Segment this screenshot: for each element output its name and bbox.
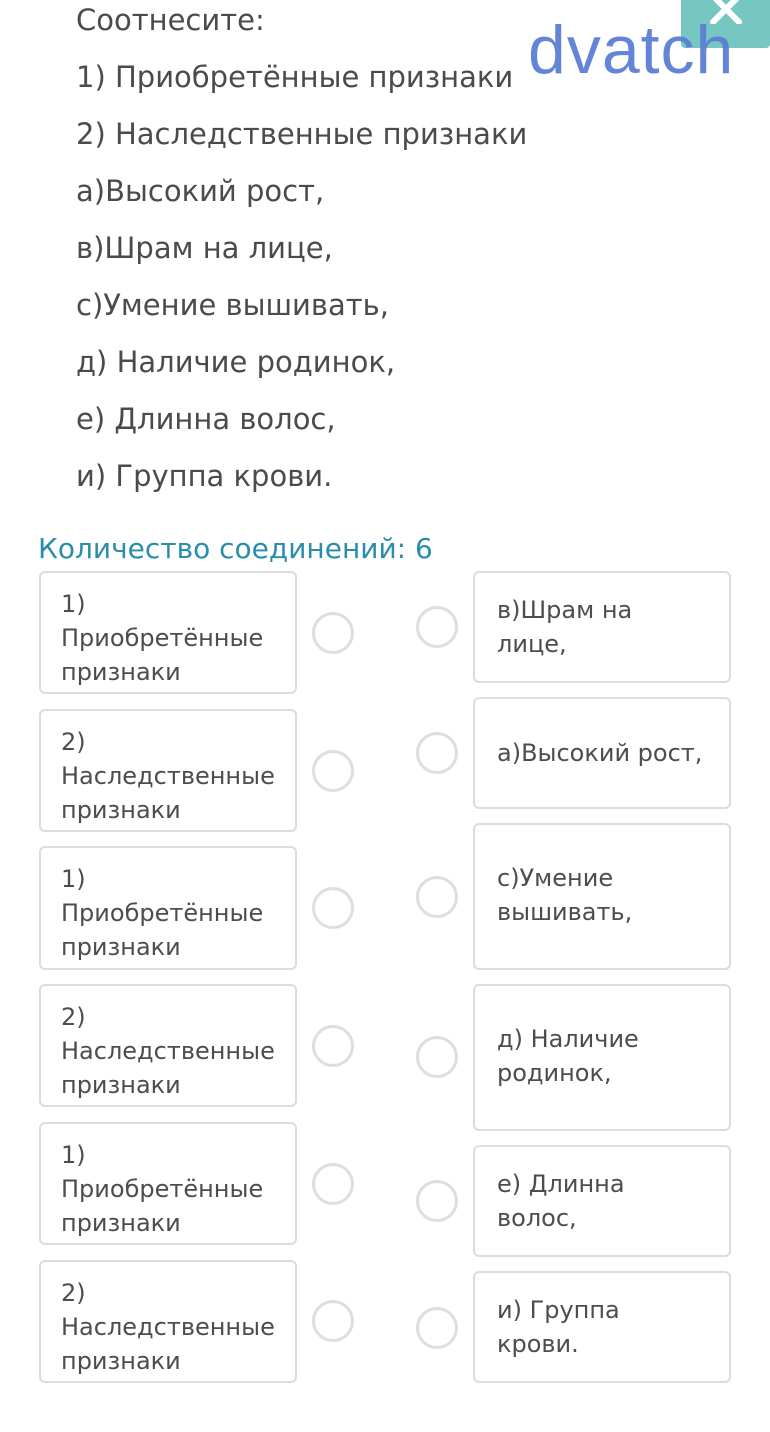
right-item-text: а)Высокий рост, xyxy=(497,739,703,767)
left-item[interactable] xyxy=(39,709,297,832)
right-item-text: вышивать, xyxy=(497,898,633,926)
question-line: 2) Наследственные признаки xyxy=(76,117,528,151)
right-item[interactable] xyxy=(473,1145,731,1257)
left-connector-dot[interactable] xyxy=(312,612,354,654)
left-item-text: Наследственные xyxy=(61,1313,275,1341)
left-item-number: 1) xyxy=(61,1141,86,1169)
right-item[interactable] xyxy=(473,984,731,1131)
question-line: с)Умение вышивать, xyxy=(76,288,389,322)
right-connector-dot[interactable] xyxy=(416,606,458,648)
connections-count: Количество соединений: 6 xyxy=(38,532,433,565)
right-item-text: с)Умение xyxy=(497,864,614,892)
right-item[interactable] xyxy=(473,697,731,809)
left-connector-dot[interactable] xyxy=(312,750,354,792)
left-item-number: 1) xyxy=(61,590,86,618)
question-line: д) Наличие родинок, xyxy=(76,345,396,379)
left-item-text: Приобретённые xyxy=(61,624,264,652)
left-item-text: Наследственные xyxy=(61,762,275,790)
right-item[interactable] xyxy=(473,823,731,970)
right-connector-dot[interactable] xyxy=(416,1307,458,1349)
right-connector-dot[interactable] xyxy=(416,876,458,918)
left-item-text: признаки xyxy=(61,1209,181,1237)
right-item-text: д) Наличие xyxy=(497,1025,639,1053)
left-item-text: Приобретённые xyxy=(61,899,264,927)
question-line: 1) Приобретённые признаки xyxy=(76,60,514,94)
left-item[interactable] xyxy=(39,984,297,1107)
left-item[interactable] xyxy=(39,1260,297,1383)
question-line: е) Длинна волос, xyxy=(76,402,336,436)
right-item-text: родинок, xyxy=(497,1059,612,1087)
left-connector-dot[interactable] xyxy=(312,887,354,929)
left-item-text: признаки xyxy=(61,933,181,961)
question-line: а)Высокий рост, xyxy=(76,174,325,208)
left-item-number: 2) xyxy=(61,1279,86,1307)
question-line: и) Группа крови. xyxy=(76,459,333,493)
left-item-text: признаки xyxy=(61,1071,181,1099)
left-item-number: 2) xyxy=(61,1003,86,1031)
right-connector-dot[interactable] xyxy=(416,732,458,774)
left-item-text: Наследственные xyxy=(61,1037,275,1065)
left-item[interactable] xyxy=(39,1122,297,1245)
left-item-text: признаки xyxy=(61,658,181,686)
left-item[interactable] xyxy=(39,571,297,694)
right-connector-dot[interactable] xyxy=(416,1036,458,1078)
question-prompt: Соотнесите: xyxy=(76,3,265,37)
right-item[interactable] xyxy=(473,571,731,683)
left-item-number: 1) xyxy=(61,865,86,893)
watermark: dvatch xyxy=(528,12,735,88)
left-connector-dot[interactable] xyxy=(312,1300,354,1342)
right-item[interactable] xyxy=(473,1271,731,1383)
question-line: в)Шрам на лице, xyxy=(76,231,333,265)
right-item-text: в)Шрам на лице, xyxy=(497,596,633,658)
left-item[interactable] xyxy=(39,846,297,970)
left-item-text: Приобретённые xyxy=(61,1175,264,1203)
right-item-text: и) Группа крови. xyxy=(497,1296,620,1358)
right-connector-dot[interactable] xyxy=(416,1180,458,1222)
left-connector-dot[interactable] xyxy=(312,1163,354,1205)
left-item-text: признаки xyxy=(61,1347,181,1375)
left-item-text: признаки xyxy=(61,796,181,824)
left-item-number: 2) xyxy=(61,728,86,756)
right-item-text: е) Длинна волос, xyxy=(497,1170,625,1232)
left-connector-dot[interactable] xyxy=(312,1025,354,1067)
